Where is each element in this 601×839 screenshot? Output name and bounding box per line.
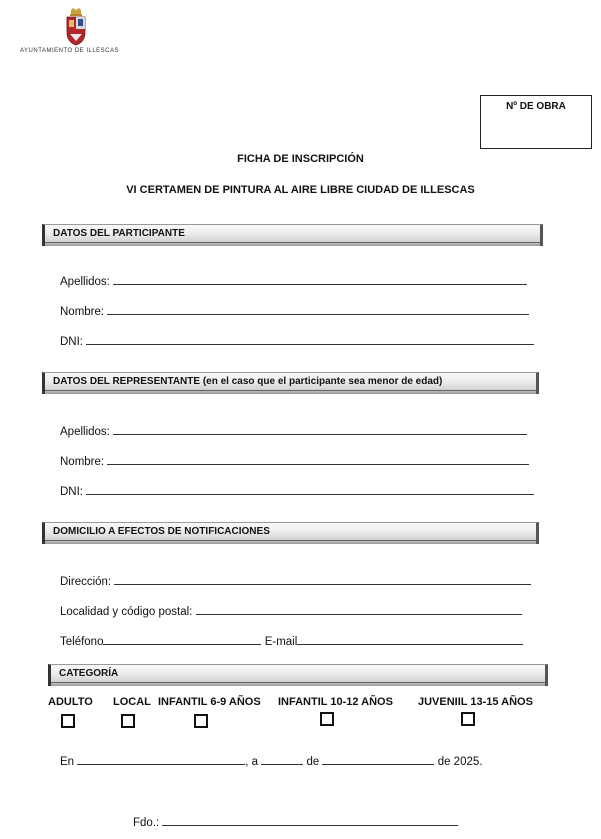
form-title: FICHA DE INSCRIPCIÓN — [237, 153, 364, 165]
participante-apellidos-field[interactable] — [60, 274, 527, 288]
section-participante — [42, 224, 543, 246]
category-checkbox-local[interactable] — [121, 714, 135, 728]
representante-nombre-label: Nombre: — [60, 456, 105, 468]
representante-nombre-field[interactable] — [60, 454, 529, 468]
signature-field[interactable] — [133, 815, 458, 829]
participante-dni-field[interactable] — [60, 334, 534, 348]
representante-dni-line[interactable] — [86, 484, 534, 495]
representante-apellidos-field[interactable] — [60, 424, 527, 438]
participante-dni-label: DNI: — [60, 336, 83, 348]
section-domicilio — [42, 522, 539, 544]
coat-of-arms-icon — [64, 8, 88, 46]
category-checkbox-infantil-6-9[interactable] — [194, 714, 208, 728]
signature-label: Fdo.: — [133, 817, 160, 829]
day-line[interactable] — [261, 754, 303, 765]
year-label: de 2025. — [437, 756, 483, 768]
domicilio-email-line[interactable] — [297, 634, 523, 645]
section-participante-heading: DATOS DEL PARTICIPANTE — [53, 228, 185, 239]
representante-dni-field[interactable] — [60, 484, 534, 498]
section-categoria — [48, 664, 548, 686]
place-label: En — [60, 756, 75, 768]
participante-nombre-label: Nombre: — [60, 306, 105, 318]
domicilio-telefono-label: Teléfono — [60, 636, 104, 648]
day-label: , a — [245, 756, 259, 768]
representante-dni-label: DNI: — [60, 486, 83, 498]
category-label-juvenil-13-15: JUVENIIL 13-15 AÑOS — [418, 696, 533, 708]
domicilio-email-label: E-mail — [264, 636, 298, 648]
category-label-infantil-6-9: INFANTIL 6-9 AÑOS — [158, 696, 261, 708]
domicilio-localidad-label: Localidad y código postal: — [60, 606, 193, 618]
domicilio-localidad-line[interactable] — [196, 604, 522, 615]
category-label-infantil-10-12: INFANTIL 10-12 AÑOS — [278, 696, 393, 708]
participante-apellidos-label: Apellidos: — [60, 276, 110, 288]
domicilio-direccion-line[interactable] — [114, 574, 531, 585]
category-label-adulto: ADULTO — [48, 696, 93, 708]
domicilio-direccion-field[interactable] — [60, 574, 531, 588]
form-subtitle: VI CERTAMEN DE PINTURA AL AIRE LIBRE CIUDAD DE ILLESCAS — [126, 184, 475, 196]
category-label-local: LOCAL — [113, 696, 151, 708]
logo-text: AYUNTAMIENTO DE ILLESCAS — [20, 48, 120, 54]
domicilio-telefono-line[interactable] — [103, 634, 261, 645]
domicilio-direccion-label: Dirección: — [60, 576, 112, 588]
participante-apellidos-line[interactable] — [113, 274, 527, 285]
place-line[interactable] — [77, 754, 245, 765]
place-date-field[interactable] — [60, 754, 482, 768]
representante-apellidos-label: Apellidos: — [60, 426, 110, 438]
section-representante-heading: DATOS DEL REPRESENTANTE (en el caso que el participante sea menor de edad) — [53, 376, 443, 387]
signature-line[interactable] — [162, 815, 458, 826]
category-checkbox-infantil-10-12[interactable] — [320, 712, 334, 726]
representante-nombre-line[interactable] — [107, 454, 529, 465]
obra-number-box[interactable] — [480, 95, 592, 149]
category-checkbox-juvenil-13-15[interactable] — [461, 712, 475, 726]
domicilio-contacto-field[interactable] — [60, 634, 523, 648]
domicilio-localidad-field[interactable] — [60, 604, 522, 618]
municipal-logo — [18, 8, 130, 58]
participante-nombre-line[interactable] — [107, 304, 529, 315]
section-categoria-heading: CATEGORÍA — [59, 668, 119, 679]
representante-apellidos-line[interactable] — [113, 424, 527, 435]
month-line[interactable] — [322, 754, 434, 765]
section-representante — [42, 372, 539, 394]
section-domicilio-heading: DOMICILIO A EFECTOS DE NOTIFICACIONES — [53, 526, 270, 537]
participante-dni-line[interactable] — [86, 334, 534, 345]
obra-number-label: Nº DE OBRA — [506, 101, 566, 112]
month-label: de — [306, 756, 320, 768]
category-checkbox-adulto[interactable] — [61, 714, 75, 728]
participante-nombre-field[interactable] — [60, 304, 529, 318]
